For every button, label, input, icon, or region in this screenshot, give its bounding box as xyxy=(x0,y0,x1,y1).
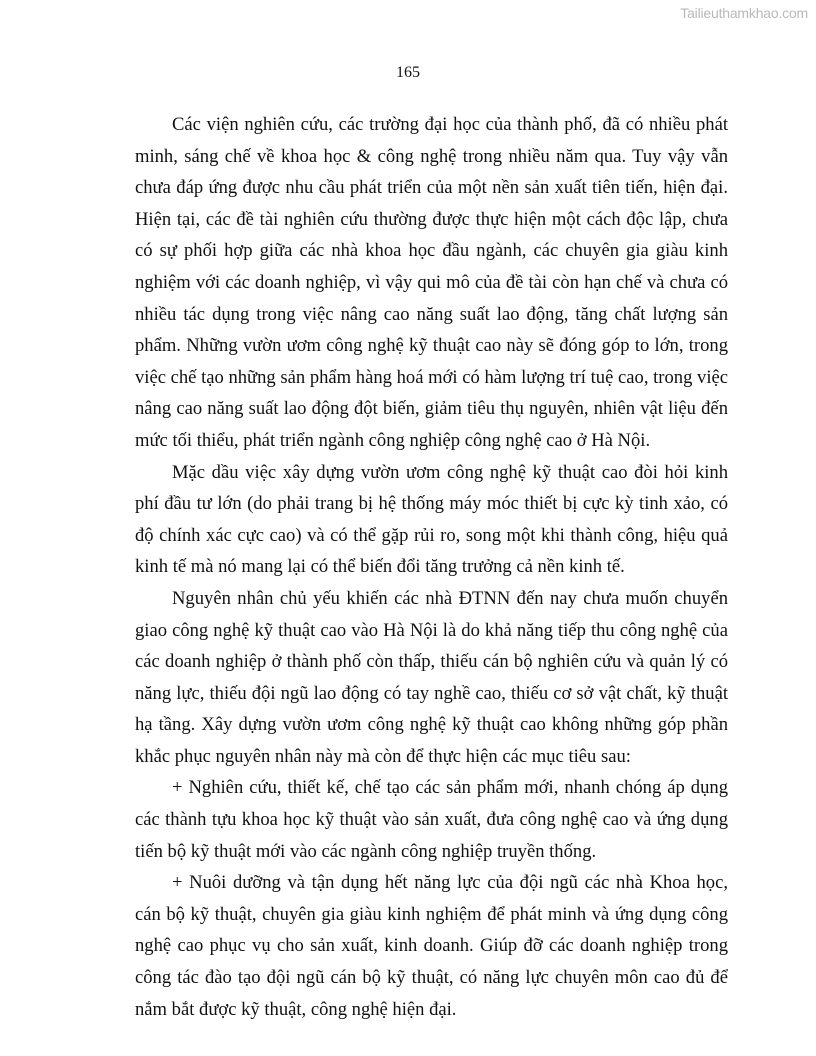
bullet-paragraph: + Nghiên cứu, thiết kế, chế tạo các sản phẩm mới, nhanh chóng áp dụng các thành tựu khoa học kỹ thuật vào sản xuất, đưa công nghệ cao và ứng dụng tiến bộ kỹ thuật mới vào các ngành công nghiệp truyền thống. xyxy=(135,777,728,862)
bullet-paragraph: + Nuôi dưỡng và tận dụng hết năng lực của đội ngũ các nhà Khoa học, cán bộ kỹ thuật, chuyên gia giàu kinh nghiệm để phát minh và ứng dụng công nghệ cao phục vụ cho sản xuất, kinh doanh. Giúp đỡ các doanh nghiệp trong công tác đào tạo đội ngũ cán bộ kỹ thuật, có năng lực chuyên môn cao đủ để nắm bắt được kỹ thuật, công nghệ hiện đại. xyxy=(135,872,728,1020)
page-number: 165 xyxy=(396,64,420,81)
paragraph: Nguyên nhân chủ yếu khiến các nhà ĐTNN đến nay chưa muốn chuyển giao công nghệ kỹ thuật cao vào Hà Nội là do khả năng tiếp thu công nghệ của các doanh nghiệp ở thành phố còn thấp, thiếu cán bộ nghiên cứu và quản lý có năng lực, thiếu đội ngũ lao động có tay nghề cao, thiếu cơ sở vật chất, kỹ thuật hạ tầng. Xây dựng vườn ươm công nghệ kỹ thuật cao không những góp phần khắc phục nguyên nhân này mà còn để thực hiện các mục tiêu sau: xyxy=(135,587,728,767)
document-body xyxy=(135,109,728,1025)
watermark: Tailieuthamkhao.com xyxy=(680,5,808,21)
paragraph: Các viện nghiên cứu, các trường đại học của thành phố, đã có nhiều phát minh, sáng chế về khoa học & công nghệ trong nhiều năm qua. Tuy vậy vẫn chưa đáp ứng được nhu cầu phát triển của một nền sản xuất tiên tiến, hiện đại. Hiện tại, các đề tài nghiên cứu thường được thực hiện một cách độc lập, chưa có sự phối hợp giữa các nhà khoa học đầu ngành, các chuyên gia giàu kinh nghiệm với các doanh nghiệp, vì vậy qui mô của đề tài còn hạn chế và chưa có nhiều tác dụng trong việc nâng cao năng suất lao động, tăng chất lượng sản phẩm. Những vườn ươm công nghệ kỹ thuật cao này sẽ đóng góp to lớn, trong việc chế tạo những sản phẩm hàng hoá mới có hàm lượng trí tuệ cao, trong việc nâng cao năng suất lao động đột biến, giảm tiêu thụ nguyên, nhiên vật liệu đến mức tối thiểu, phát triển ngành công nghiệp công nghệ cao ở Hà Nội. xyxy=(135,114,728,451)
paragraph: Mặc dầu việc xây dựng vườn ươm công nghệ kỹ thuật cao đòi hỏi kinh phí đầu tư lớn (do phải trang bị hệ thống máy móc thiết bị cực kỳ tinh xảo, có độ chính xác cực cao) và có thể gặp rủi ro, song một khi thành công, hiệu quả kinh tế mà nó mang lại có thể biến đổi tăng trưởng cả nền kinh tế. xyxy=(135,461,728,578)
